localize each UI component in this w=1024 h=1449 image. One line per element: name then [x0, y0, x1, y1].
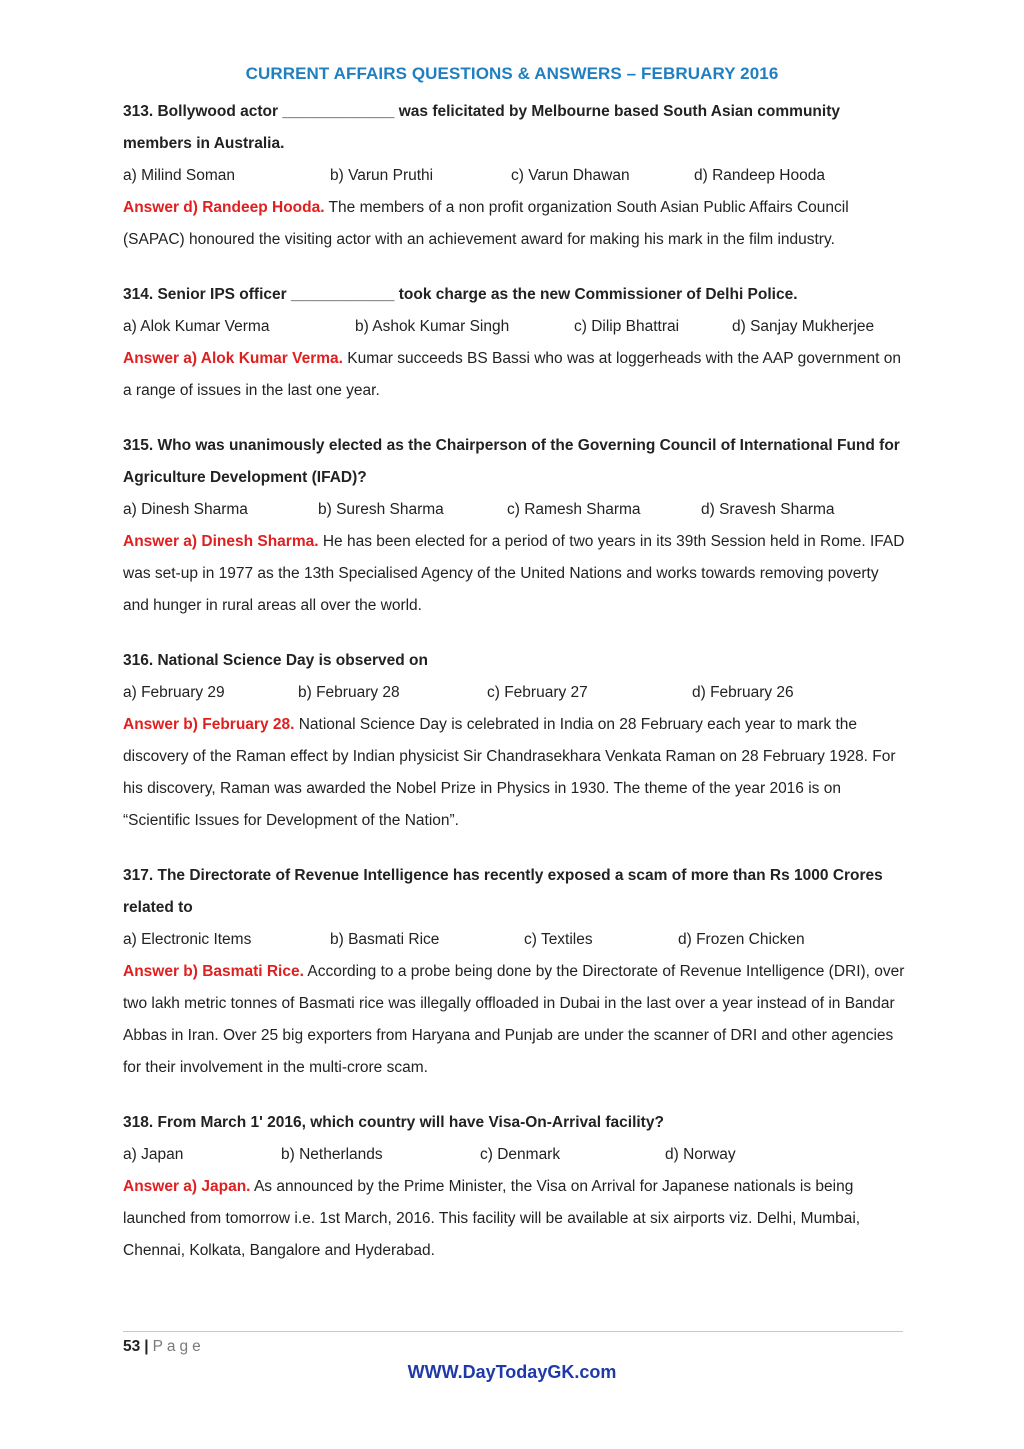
answer-explanation: As announced by the Prime Minister, the Visa on Arrival for Japanese nationals is being launched from tomorrow i.e. 1st March, 2016. This facility will be available at six airports viz. Delhi, Mumbai, Chennai, Kolkata, Bangalore and Hyderabad. [123, 1178, 861, 1259]
options-row [123, 1139, 908, 1171]
answer-explanation: According to a probe being done by the Directorate of Revenue Intelligence (DRI), over two lakh metric tonnes of Basmati rice was illegally offloaded in Dubai in the last over a year instead of in Bandar Abbas in Iran. Over 25 big exporters from Haryana and Punjab are under the scanner of DRI and other agencies for their involvement in the multi-crore scam. [123, 963, 905, 1076]
answer-label: Answer a) Alok Kumar Verma. [123, 350, 343, 367]
answer-paragraph [123, 709, 908, 837]
question-block [123, 860, 908, 1084]
option-c: c) Ramesh Sharma [507, 501, 641, 518]
option-a: a) Alok Kumar Verma [123, 318, 270, 335]
answer-explanation: He has been elected for a period of two years in its 39th Session held in Rome. IFAD was set-up in 1977 as the 13th Specialised Agency of the United Nations and works towards removing poverty and hunger in rural areas all over the world. [123, 533, 905, 614]
question-block [123, 1107, 908, 1267]
option-b: b) Suresh Sharma [318, 501, 444, 518]
answer-label: Answer a) Dinesh Sharma. [123, 533, 319, 550]
option-d: d) February 26 [692, 684, 794, 701]
answer-label: Answer a) Japan. [123, 1178, 251, 1195]
question-block [123, 645, 908, 837]
option-b: b) February 28 [298, 684, 400, 701]
option-c: c) Denmark [480, 1146, 561, 1163]
page-number [123, 1336, 205, 1358]
question-block [123, 430, 908, 622]
question-text: 316. National Science Day is observed on [123, 652, 428, 669]
option-d: d) Norway [665, 1146, 736, 1163]
answer-paragraph [123, 343, 908, 407]
question-text: 315. Who was unanimously elected as the Chairperson of the Governing Council of International Fund for Agriculture Development (IFAD)? [123, 437, 900, 486]
website-link[interactable]: WWW.DayTodayGK.com [407, 1362, 617, 1382]
option-c: c) Varun Dhawan [511, 167, 630, 184]
option-a: a) Dinesh Sharma [123, 501, 248, 518]
option-a: a) February 29 [123, 684, 225, 701]
answer-label: Answer b) February 28. [123, 716, 295, 733]
answer-label: Answer b) Basmati Rice. [123, 963, 304, 980]
answer-explanation: National Science Day is celebrated in India on 28 February each year to mark the discovery of the Raman effect by Indian physicist Sir Chandrasekhara Venkata Raman on 28 February 1928. For his discovery, Raman was awarded the Nobel Prize in Physics in 1930. The theme of the year 2016 is on “Scientific Issues for Development of the Nation”. [123, 716, 896, 829]
page-separator: | [144, 1338, 149, 1355]
option-d: d) Randeep Hooda [694, 167, 825, 184]
option-b: b) Varun Pruthi [330, 167, 434, 184]
option-c: c) February 27 [487, 684, 588, 701]
answer-paragraph [123, 526, 908, 622]
option-a: a) Japan [123, 1146, 184, 1163]
option-b: b) Ashok Kumar Singh [355, 318, 510, 335]
option-d: d) Frozen Chicken [678, 931, 805, 948]
options-row [123, 311, 908, 343]
option-c: c) Dilip Bhattrai [574, 318, 680, 335]
answer-paragraph [123, 1171, 908, 1267]
question-text: 318. From March 1' 2016, which country will have Visa-On-Arrival facility? [123, 1114, 664, 1131]
answer-paragraph [123, 956, 908, 1084]
question-block [123, 96, 908, 256]
question-text: 313. Bollywood actor _____________ was felicitated by Melbourne based South Asian community members in Australia. [123, 103, 840, 152]
options-row [123, 677, 908, 709]
page-label: Page [152, 1338, 205, 1355]
option-d: d) Sanjay Mukherjee [732, 318, 875, 335]
option-a: a) Milind Soman [123, 167, 235, 184]
question-text: 314. Senior IPS officer ____________ took charge as the new Commissioner of Delhi Police. [123, 286, 798, 303]
answer-explanation: Kumar succeeds BS Bassi who was at loggerheads with the AAP government on a range of issues in the last one year. [123, 350, 901, 399]
question-list [123, 96, 908, 1267]
answer-label: Answer d) Randeep Hooda. [123, 199, 325, 216]
page-number-value: 53 [123, 1338, 141, 1355]
question-text: 317. The Directorate of Revenue Intelligence has recently exposed a scam of more than Rs 1000 Crores related to [123, 867, 883, 916]
option-d: d) Sravesh Sharma [701, 501, 835, 518]
page-title: CURRENT AFFAIRS QUESTIONS & ANSWERS – FEBRUARY 2016 [245, 64, 779, 83]
options-row [123, 160, 908, 192]
answer-explanation: The members of a non profit organization South Asian Public Affairs Council (SAPAC) honoured the visiting actor with an achievement award for making his mark in the film industry. [123, 199, 849, 248]
option-c: c) Textiles [524, 931, 593, 948]
options-row [123, 924, 908, 956]
answer-paragraph [123, 192, 908, 256]
option-b: b) Basmati Rice [330, 931, 440, 948]
footer-divider [123, 1331, 903, 1332]
options-row [123, 494, 908, 526]
option-a: a) Electronic Items [123, 931, 252, 948]
option-b: b) Netherlands [281, 1146, 383, 1163]
question-block [123, 279, 908, 407]
